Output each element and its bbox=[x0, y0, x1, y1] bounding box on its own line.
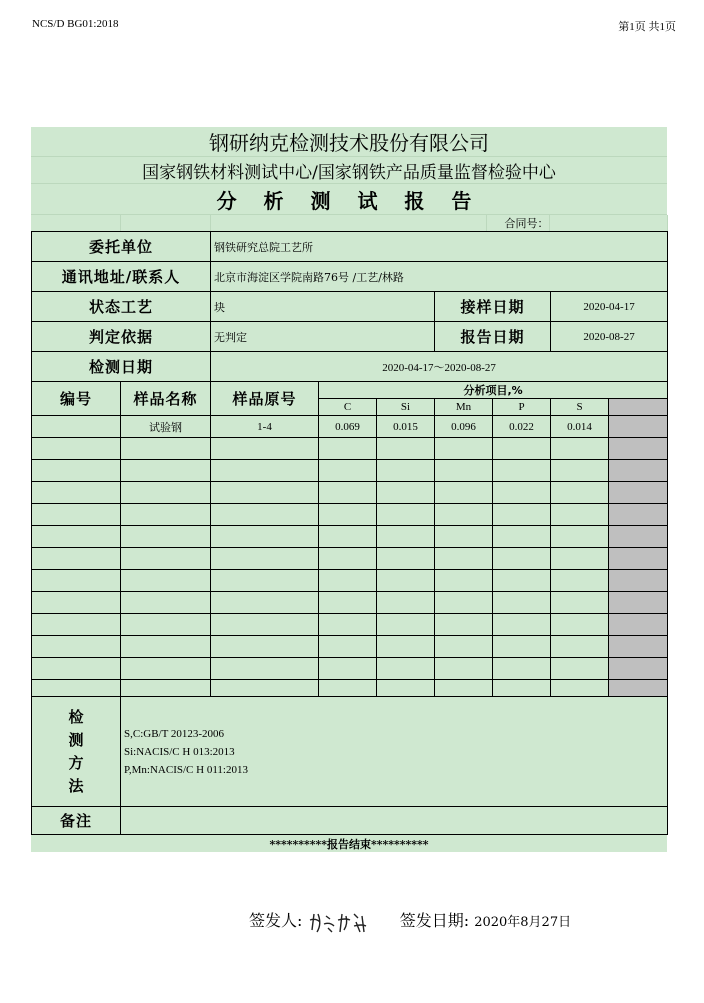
receive-date-value: 2020-04-17 bbox=[551, 292, 668, 322]
test-date-label: 检测日期 bbox=[32, 352, 211, 382]
methods-label bbox=[32, 697, 121, 807]
empty-table-row bbox=[32, 636, 668, 658]
empty-cell bbox=[32, 548, 121, 570]
empty-cell bbox=[121, 636, 211, 658]
cell-value: 0.069 bbox=[319, 416, 377, 438]
blank-column-cell bbox=[609, 614, 668, 636]
empty-table-row bbox=[32, 526, 668, 548]
empty-cell bbox=[377, 636, 435, 658]
empty-cell bbox=[551, 526, 609, 548]
empty-cell bbox=[121, 658, 211, 680]
blank-column-cell bbox=[609, 482, 668, 504]
empty-cell bbox=[32, 526, 121, 548]
empty-cell bbox=[377, 548, 435, 570]
empty-cell bbox=[319, 438, 377, 460]
basis-value: 无判定 bbox=[211, 322, 435, 352]
empty-cell bbox=[319, 526, 377, 548]
empty-rows bbox=[32, 438, 668, 697]
empty-cell bbox=[377, 570, 435, 592]
empty-cell bbox=[377, 482, 435, 504]
blank-column-cell bbox=[609, 416, 668, 438]
client-row bbox=[32, 232, 668, 262]
empty-cell bbox=[121, 592, 211, 614]
empty-cell bbox=[121, 460, 211, 482]
empty-cell bbox=[32, 438, 121, 460]
col-name-header: 样品名称 bbox=[121, 382, 211, 416]
blank-column-cell bbox=[609, 504, 668, 526]
empty-cell bbox=[121, 548, 211, 570]
table-header-row bbox=[32, 382, 668, 399]
empty-cell bbox=[435, 460, 493, 482]
page-info: 第1页 共1页 bbox=[618, 21, 676, 33]
empty-cell bbox=[319, 636, 377, 658]
empty-cell bbox=[551, 548, 609, 570]
empty-cell bbox=[32, 680, 121, 697]
items-header: 分析项目,% bbox=[319, 382, 668, 399]
empty-cell bbox=[551, 680, 609, 697]
remarks-value bbox=[121, 807, 668, 835]
issue-date-label: 签发日期: bbox=[399, 911, 470, 930]
empty-cell bbox=[121, 504, 211, 526]
empty-cell bbox=[551, 460, 609, 482]
methods-label-char: 法 bbox=[68, 776, 84, 795]
empty-cell bbox=[435, 636, 493, 658]
empty-cell bbox=[551, 438, 609, 460]
empty-cell bbox=[551, 658, 609, 680]
blank-column-cell bbox=[609, 438, 668, 460]
cell-value: 0.096 bbox=[435, 416, 493, 438]
cell-value: 0.014 bbox=[551, 416, 609, 438]
client-value: 钢铁研究总院工艺所 bbox=[211, 232, 668, 262]
empty-cell bbox=[493, 636, 551, 658]
empty-cell bbox=[32, 658, 121, 680]
state-row bbox=[32, 292, 668, 322]
methods-row bbox=[32, 697, 668, 807]
empty-cell bbox=[211, 548, 319, 570]
empty-cell bbox=[377, 592, 435, 614]
empty-cell bbox=[493, 438, 551, 460]
empty-cell bbox=[377, 526, 435, 548]
signature-block bbox=[249, 908, 571, 934]
end-line bbox=[31, 835, 667, 852]
empty-cell bbox=[493, 482, 551, 504]
empty-cell bbox=[32, 504, 121, 526]
element-header: S bbox=[551, 399, 609, 416]
col-no-header: 编号 bbox=[32, 382, 121, 416]
address-value: 北京市海淀区学院南路76号 /工艺/林路 bbox=[211, 262, 668, 292]
empty-cell bbox=[493, 460, 551, 482]
empty-cell bbox=[435, 548, 493, 570]
element-header: P bbox=[493, 399, 551, 416]
empty-cell bbox=[211, 680, 319, 697]
address-row bbox=[32, 262, 668, 292]
empty-cell bbox=[493, 570, 551, 592]
contract-row bbox=[31, 215, 668, 231]
empty-cell bbox=[377, 614, 435, 636]
empty-cell bbox=[551, 592, 609, 614]
blank-column-cell bbox=[609, 548, 668, 570]
empty-table-row bbox=[32, 680, 668, 697]
empty-cell bbox=[319, 460, 377, 482]
col-orig-header: 样品原号 bbox=[211, 382, 319, 416]
empty-cell bbox=[32, 636, 121, 658]
empty-table-row bbox=[32, 438, 668, 460]
empty-cell bbox=[435, 482, 493, 504]
cell-no bbox=[32, 416, 121, 438]
blank-column-cell bbox=[609, 680, 668, 697]
blank-column-cell bbox=[609, 460, 668, 482]
empty-cell bbox=[493, 504, 551, 526]
blank-column-cell bbox=[609, 526, 668, 548]
empty-cell bbox=[377, 658, 435, 680]
empty-cell bbox=[435, 658, 493, 680]
blank-column-cell bbox=[609, 399, 668, 416]
cell-value: 0.022 bbox=[493, 416, 551, 438]
report-sheet bbox=[31, 127, 667, 852]
empty-cell bbox=[493, 592, 551, 614]
empty-cell bbox=[493, 526, 551, 548]
blank-column-cell bbox=[609, 570, 668, 592]
empty-cell bbox=[319, 680, 377, 697]
empty-cell bbox=[211, 614, 319, 636]
report-header-table bbox=[31, 127, 667, 215]
empty-cell bbox=[435, 680, 493, 697]
report-date-value: 2020-08-27 bbox=[551, 322, 668, 352]
empty-cell bbox=[121, 482, 211, 504]
contract-label: 合同号： bbox=[486, 215, 549, 231]
company-name: 钢研纳克检测技术股份有限公司 bbox=[31, 127, 667, 157]
empty-cell bbox=[551, 636, 609, 658]
empty-cell bbox=[319, 614, 377, 636]
empty-cell bbox=[319, 504, 377, 526]
empty-cell bbox=[211, 438, 319, 460]
empty-cell bbox=[377, 504, 435, 526]
methods-label-char: 方 bbox=[68, 753, 84, 772]
empty-table-row bbox=[32, 460, 668, 482]
empty-table-row bbox=[32, 548, 668, 570]
empty-table-row bbox=[32, 592, 668, 614]
empty-table-row bbox=[32, 614, 668, 636]
methods-text: S,C:GB/T 20123-2006 Si:NACIS/C H 013:2013 P,Mn:NACIS/C H 011:2013 bbox=[121, 697, 668, 807]
state-label: 状态工艺 bbox=[32, 292, 211, 322]
empty-table-row bbox=[32, 504, 668, 526]
empty-cell bbox=[211, 592, 319, 614]
cell-value: 0.015 bbox=[377, 416, 435, 438]
empty-cell bbox=[551, 482, 609, 504]
empty-cell bbox=[377, 438, 435, 460]
empty-cell bbox=[32, 570, 121, 592]
address-label: 通讯地址/联系人 bbox=[32, 262, 211, 292]
methods-label-char: 测 bbox=[68, 730, 84, 749]
report-grid bbox=[31, 231, 668, 835]
empty-cell bbox=[551, 570, 609, 592]
empty-cell bbox=[211, 526, 319, 548]
doc-code: NCS/D BG01:2018 bbox=[32, 18, 119, 30]
empty-cell bbox=[319, 658, 377, 680]
empty-cell bbox=[211, 636, 319, 658]
cell-name: 试验钢 bbox=[121, 416, 211, 438]
receive-date-label: 接样日期 bbox=[435, 292, 551, 322]
remarks-row bbox=[32, 807, 668, 835]
empty-cell bbox=[121, 680, 211, 697]
report-end-text: **********报告结束********** bbox=[269, 837, 429, 851]
empty-table-row bbox=[32, 570, 668, 592]
empty-table-row bbox=[32, 482, 668, 504]
empty-cell bbox=[32, 460, 121, 482]
blank-column-cell bbox=[609, 592, 668, 614]
empty-cell bbox=[32, 592, 121, 614]
state-value: 块 bbox=[211, 292, 435, 322]
report-title: 分 析 测 试 报 告 bbox=[31, 184, 667, 215]
test-date-row bbox=[32, 352, 668, 382]
empty-cell bbox=[435, 526, 493, 548]
element-header: Mn bbox=[435, 399, 493, 416]
empty-cell bbox=[319, 548, 377, 570]
center-name: 国家钢铁材料测试中心/国家钢铁产品质量监督检验中心 bbox=[31, 157, 667, 184]
empty-cell bbox=[121, 438, 211, 460]
empty-cell bbox=[319, 482, 377, 504]
empty-cell bbox=[32, 614, 121, 636]
empty-cell bbox=[211, 482, 319, 504]
empty-cell bbox=[435, 592, 493, 614]
empty-cell bbox=[319, 592, 377, 614]
empty-cell bbox=[377, 680, 435, 697]
empty-cell bbox=[493, 658, 551, 680]
empty-cell bbox=[121, 526, 211, 548]
empty-cell bbox=[211, 504, 319, 526]
empty-cell bbox=[435, 504, 493, 526]
element-header: C bbox=[319, 399, 377, 416]
report-date-label: 报告日期 bbox=[435, 322, 551, 352]
contract-value bbox=[549, 215, 667, 231]
handwritten-signature bbox=[308, 910, 378, 934]
basis-label: 判定依据 bbox=[32, 322, 211, 352]
empty-cell bbox=[493, 614, 551, 636]
blank-column-cell bbox=[609, 658, 668, 680]
empty-cell bbox=[493, 680, 551, 697]
remarks-label: 备注 bbox=[32, 807, 121, 835]
empty-cell bbox=[377, 460, 435, 482]
empty-cell bbox=[435, 614, 493, 636]
test-date-value: 2020-04-17～2020-08-27 bbox=[211, 352, 668, 382]
empty-cell bbox=[435, 570, 493, 592]
empty-cell bbox=[319, 570, 377, 592]
empty-cell bbox=[551, 504, 609, 526]
empty-cell bbox=[551, 614, 609, 636]
cell-orig: 1-4 bbox=[211, 416, 319, 438]
empty-cell bbox=[211, 460, 319, 482]
empty-cell bbox=[435, 438, 493, 460]
methods-label-char: 检 bbox=[68, 707, 84, 726]
empty-table-row bbox=[32, 658, 668, 680]
empty-cell bbox=[211, 658, 319, 680]
empty-cell bbox=[121, 614, 211, 636]
basis-row bbox=[32, 322, 668, 352]
table-row bbox=[32, 416, 668, 438]
empty-cell bbox=[32, 482, 121, 504]
empty-cell bbox=[211, 570, 319, 592]
element-header: Si bbox=[377, 399, 435, 416]
issuer-label: 签发人: bbox=[249, 911, 303, 930]
issue-date-value: 2020年8月27日 bbox=[474, 915, 572, 930]
empty-cell bbox=[121, 570, 211, 592]
blank-column-cell bbox=[609, 636, 668, 658]
client-label: 委托单位 bbox=[32, 232, 211, 262]
empty-cell bbox=[493, 548, 551, 570]
